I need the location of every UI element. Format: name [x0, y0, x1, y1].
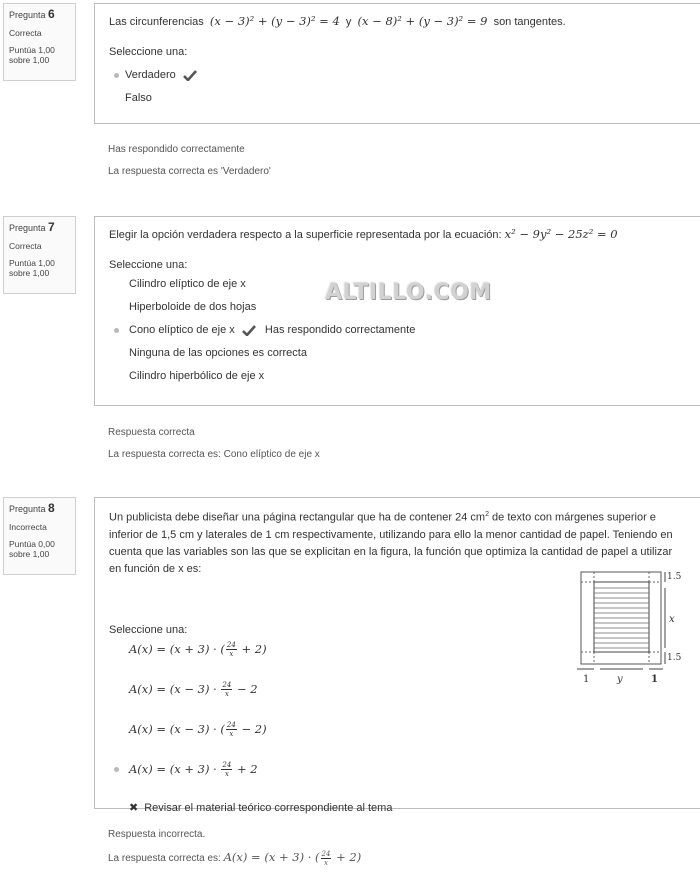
figure-label-right: 1 — [651, 674, 658, 685]
question-8-feedback — [108, 824, 361, 870]
question-state: Correcta — [9, 28, 42, 38]
answer-option-verdadero[interactable] — [109, 64, 686, 87]
figure-label-left: 1 — [583, 674, 590, 685]
selected-radio-icon[interactable] — [114, 328, 119, 333]
question-text-main: Elegir la opción verdadera respecto a la superficie representada por la ecuación: — [109, 229, 502, 241]
fraction-denominator: x — [229, 650, 234, 659]
question-state: Correcta — [9, 241, 42, 251]
question-8-info — [3, 497, 76, 575]
answer-option-5[interactable] — [109, 365, 686, 388]
option-label: Cilindro elíptico de eje x — [129, 278, 246, 290]
figure-label-top: 1.5 — [667, 572, 682, 582]
surface-equation: x² − 9y² − 25z² = 0 — [504, 227, 618, 241]
feedback-formula — [223, 849, 362, 867]
watermark-logo: ALTILLO.COM — [325, 280, 492, 305]
option-label: Verdadero — [125, 69, 176, 81]
option-label: Hiperboloide de dos hojas — [129, 301, 257, 313]
fraction — [221, 761, 232, 778]
question-grade-max: sobre 1,00 — [9, 268, 50, 279]
option-label: Falso — [125, 92, 152, 104]
selected-radio-icon[interactable] — [114, 73, 119, 78]
question-number — [9, 7, 70, 22]
formula-end: + 2) — [332, 850, 362, 864]
question-8-content — [94, 497, 700, 814]
formula-start: A(x) = (x − 3) · ( — [129, 721, 225, 736]
inline-feedback: Has respondido correctamente — [264, 324, 416, 336]
fraction — [226, 641, 237, 658]
feedback-prefix: La respuesta correcta es: — [108, 853, 221, 864]
question-grade-max: sobre 1,00 — [9, 549, 50, 560]
fraction-numerator: 24 — [321, 849, 331, 858]
question-text — [109, 506, 686, 578]
question-text-a: Un publicista debe diseñar una página rectangular que ha de contener 24 cm — [109, 511, 486, 524]
question-6-feedback — [108, 139, 271, 183]
feedback-correct-answer: La respuesta correcta es 'Verdadero' — [108, 166, 271, 177]
fraction-denominator: x — [229, 730, 234, 739]
question-state: Incorrecta — [9, 522, 47, 532]
option-formula — [129, 681, 258, 699]
feedback-correct-answer — [108, 846, 361, 870]
fraction-denominator: x — [224, 690, 229, 699]
fraction-denominator: x — [224, 770, 229, 779]
select-prompt: Seleccione una: — [109, 259, 188, 271]
question-number-value: 6 — [48, 7, 55, 21]
fraction-numerator: 24 — [222, 761, 232, 770]
figure-label-x: x — [669, 614, 675, 625]
formula-start: A(x) = (x − 3) · — [129, 681, 221, 696]
fraction-numerator: 24 — [222, 681, 232, 690]
question-number — [9, 220, 70, 235]
question-label: Pregunta — [9, 223, 46, 233]
equation-circle-2: (x − 8)² + (y − 3)² = 9 — [357, 14, 488, 28]
answer-option-2[interactable] — [109, 676, 686, 716]
feedback-correct-answer: La respuesta correcta es: Cono elíptico de eje x — [108, 449, 320, 460]
option-formula — [129, 641, 267, 659]
question-label: Pregunta — [9, 10, 46, 20]
formula-start: A(x) = (x + 3) · — [129, 761, 221, 776]
option-formula — [129, 761, 258, 779]
question-label: Pregunta — [9, 504, 46, 514]
fraction-numerator: 24 — [226, 641, 236, 650]
question-grade: Puntúa 0,00 — [9, 538, 55, 549]
question-7-info — [3, 216, 76, 294]
selected-radio-icon[interactable] — [114, 767, 119, 772]
check-icon — [183, 70, 197, 81]
option-label: Cono elíptico de eje x — [129, 324, 235, 336]
fraction — [321, 850, 332, 867]
answer-option-3[interactable] — [109, 716, 686, 756]
question-text — [109, 14, 686, 28]
question-number-value: 7 — [48, 220, 55, 234]
question-7-content — [94, 216, 700, 406]
formula-end: − 2) — [237, 721, 267, 736]
formula-start: A(x) = (x + 3) · ( — [223, 850, 320, 864]
formula-start: A(x) = (x + 3) · ( — [129, 641, 225, 656]
superscript: 2 — [485, 511, 489, 518]
option-label: Cilindro hiperbólico de eje x — [129, 370, 265, 382]
question-7-feedback — [108, 422, 320, 466]
fraction — [221, 681, 232, 698]
question-text — [109, 227, 686, 241]
figure-label-y: y — [617, 674, 623, 685]
fraction-denominator: x — [324, 858, 328, 867]
answer-option-1[interactable] — [109, 636, 686, 676]
formula-end: + 2 — [233, 761, 258, 776]
check-icon — [242, 325, 256, 336]
question-number-value: 8 — [48, 501, 55, 515]
question-grade-max: sobre 1,00 — [9, 55, 50, 66]
answer-option-4[interactable] — [109, 342, 686, 365]
question-grade: Puntúa 1,00 — [9, 44, 55, 55]
answer-option-3[interactable] — [109, 319, 686, 342]
feedback-status: Respuesta correcta — [108, 427, 195, 438]
question-text-start: Las circunferencias — [109, 16, 204, 28]
conjunction: y — [345, 16, 352, 28]
question-text-end: son tangentes. — [493, 16, 566, 28]
question-grade: Puntúa 1,00 — [9, 257, 55, 268]
question-6-info — [3, 3, 76, 81]
cross-icon: ✖ — [129, 801, 139, 814]
option-label: Ninguna de las opciones es correcta — [129, 347, 307, 359]
answer-option-falso[interactable] — [109, 87, 686, 110]
feedback-status: Has respondido correctamente — [108, 144, 245, 155]
formula-end: − 2 — [233, 681, 258, 696]
inline-feedback-row — [109, 798, 686, 818]
question-text-b: de texto con márgenes superior e inferior de 1,5 cm y laterales de 1 cm respectivamente, utilizando para ello la menor cantidad de papel. Teniendo en cuenta que las variables son las que se explicitan en la figura, la función que optimiza la cantidad de papel a utilizar en función de x es: — [109, 511, 673, 575]
fraction — [226, 721, 237, 738]
select-prompt: Seleccione una: — [109, 623, 188, 636]
select-prompt: Seleccione una: — [109, 46, 188, 58]
feedback-status: Respuesta incorrecta. — [108, 829, 206, 840]
equation-circle-1: (x − 3)² + (y − 3)² = 4 — [209, 14, 340, 28]
figure-label-bottom: 1.5 — [667, 653, 682, 663]
answer-option-4[interactable] — [109, 756, 686, 796]
inline-feedback: Revisar el material teórico correspondiente al tema — [144, 801, 393, 814]
fraction-numerator: 24 — [226, 721, 236, 730]
formula-end: + 2) — [237, 641, 267, 656]
option-formula — [129, 721, 267, 739]
question-number — [9, 501, 70, 516]
question-6-content — [94, 3, 700, 124]
